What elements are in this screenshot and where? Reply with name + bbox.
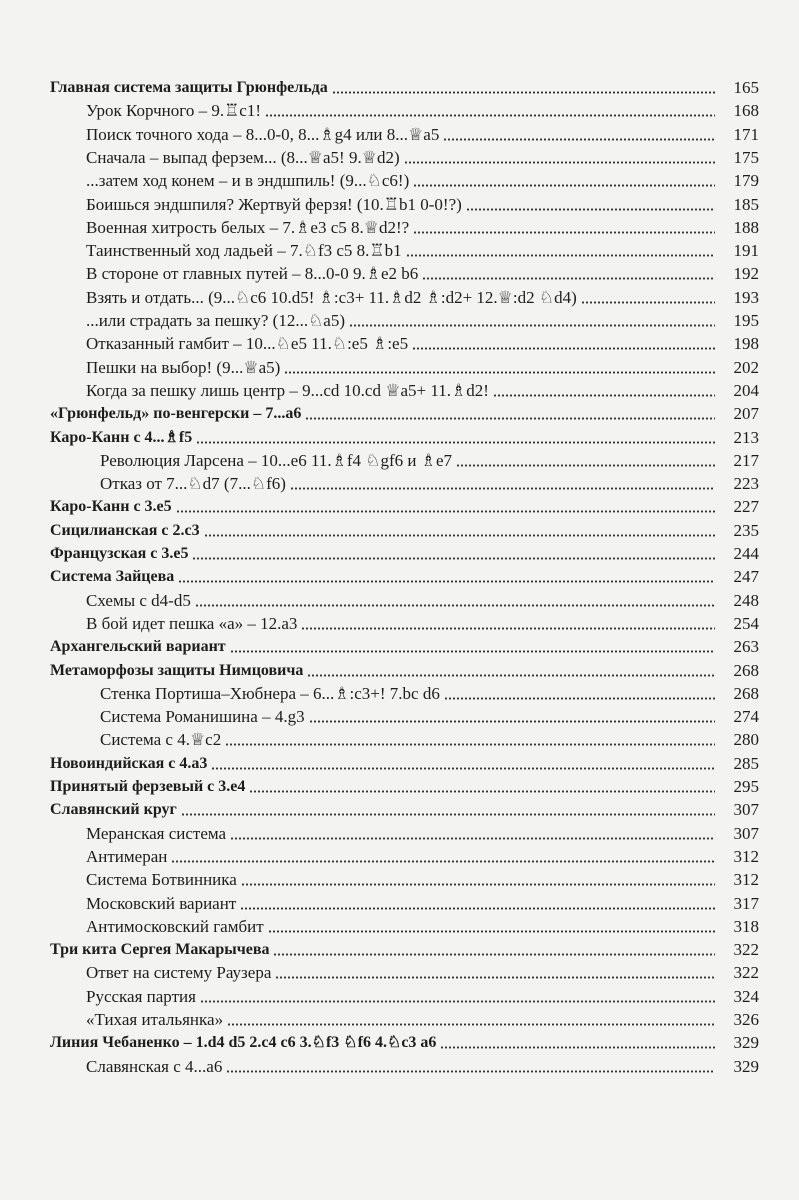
- dot-leader: [226, 1070, 715, 1073]
- dot-leader: [422, 277, 715, 280]
- toc-entry: [0, 563, 799, 587]
- toc-entry-title: Каро-Канн с 3.e5: [50, 498, 172, 516]
- toc-entry: [0, 820, 799, 844]
- toc-entry-page-number: 223: [733, 474, 759, 494]
- toc-entry: [0, 167, 799, 191]
- toc-entry-page-number: 324: [733, 986, 759, 1006]
- toc-entry: [0, 307, 799, 331]
- toc-entry: [0, 493, 799, 517]
- toc-entry: [0, 121, 799, 145]
- toc-entry: [0, 750, 799, 774]
- toc-entry-page-number: 307: [733, 800, 759, 820]
- toc-entry: [0, 354, 799, 378]
- toc-entry: [0, 610, 799, 634]
- dot-leader: [404, 161, 715, 164]
- dot-leader: [349, 324, 715, 327]
- toc-entry: [0, 703, 799, 727]
- dot-leader: [241, 883, 715, 886]
- toc-entry: [0, 74, 799, 98]
- dot-leader: [284, 371, 715, 374]
- toc-entry-page-number: 207: [733, 404, 759, 424]
- toc-entry: [0, 657, 799, 681]
- dot-leader: [265, 114, 715, 117]
- dot-leader: [466, 208, 715, 211]
- toc-entry-title: Таинственный ход ладьей – 7.♘f3 c5 8.♖b1: [86, 241, 402, 261]
- toc-entry-page-number: 285: [733, 753, 759, 773]
- toc-entry-page-number: 188: [733, 217, 759, 237]
- toc-entry-page-number: 247: [733, 567, 759, 587]
- toc-entry-page-number: 213: [733, 427, 759, 447]
- toc-entry-title: ...затем ход конем – и в эндшпиль! (9...♘c6!): [86, 171, 410, 191]
- dot-leader: [305, 417, 715, 420]
- toc-entry-page-number: 318: [733, 916, 759, 936]
- dot-leader: [412, 347, 715, 350]
- dot-leader: [444, 697, 715, 700]
- toc-entry-page-number: 329: [733, 1033, 759, 1053]
- dot-leader: [268, 930, 715, 933]
- toc-entry: [0, 330, 799, 354]
- toc-entry-page-number: 280: [733, 730, 759, 750]
- toc-entry-title: Отказанный гамбит – 10...♘e5 11.♘:e5 ♗:e5: [86, 334, 409, 354]
- dot-leader: [413, 231, 715, 234]
- dot-leader: [273, 953, 715, 956]
- dot-leader: [581, 301, 715, 304]
- toc-entry-title: Отказ от 7...♘d7 (7...♘f6): [100, 474, 286, 494]
- toc-entry: [0, 959, 799, 983]
- toc-entry-page-number: 175: [733, 147, 759, 167]
- dot-leader: [332, 91, 715, 94]
- toc-entry-title: Стенка Портиша–Хюбнера – 6...♗:c3+! 7.bc d6: [100, 683, 440, 703]
- toc-entry-title: Антимосковский гамбит: [86, 916, 264, 936]
- toc-entry-page-number: 227: [733, 497, 759, 517]
- toc-entry-title: Принятый ферзевый с 3.e4: [50, 778, 246, 795]
- toc-entry-page-number: 312: [733, 870, 759, 890]
- toc-entry-page-number: 326: [733, 1010, 759, 1029]
- toc-entry: [0, 377, 799, 401]
- toc-entry: [0, 447, 799, 471]
- toc-entry: [0, 633, 799, 657]
- toc-entry-title: Боишься эндшпиля? Жертвуй ферзя! (10.♖b1 0-0!?): [86, 194, 462, 214]
- toc-entry-title: Пешки на выбор! (9...♕a5): [86, 357, 281, 377]
- dot-leader: [200, 1000, 715, 1003]
- toc-entry-title: «Грюнфельд» по-венгерски – 7...a6: [50, 405, 302, 423]
- toc-entry: [0, 913, 799, 937]
- dot-leader: [211, 767, 715, 770]
- toc-entry-title: Поиск точного хода – 8...0-0, 8...♗g4 или 8...♕a5: [86, 124, 440, 144]
- toc-entry: [0, 726, 799, 750]
- toc-entry-title: Военная хитрость белых – 7.♗e3 c5 8.♕d2!?: [86, 217, 410, 237]
- dot-leader: [309, 720, 715, 723]
- dot-leader: [240, 907, 715, 910]
- toc-entry-title: Линия Чебаненко – 1.d4 d5 2.c4 c6 3.♘f3 ♘f6 4.♘c3 a6: [50, 1034, 437, 1052]
- toc-entry-page-number: 274: [733, 707, 759, 727]
- toc-entry-page-number: 204: [733, 380, 759, 400]
- toc-entry: [0, 866, 799, 890]
- toc-entry-page-number: 202: [733, 357, 759, 377]
- toc-entry: [0, 680, 799, 704]
- toc-entry-title: Антимеран: [86, 846, 168, 866]
- toc-entry: [0, 517, 799, 541]
- toc-entry-page-number: 192: [733, 264, 759, 284]
- toc-entry: [0, 214, 799, 238]
- dot-leader: [406, 254, 715, 257]
- toc-entry-title: Каро-Канн с 4...♗f5: [50, 428, 193, 446]
- dot-leader: [225, 743, 715, 746]
- dot-leader: [275, 976, 715, 979]
- toc-entry-page-number: 317: [733, 893, 759, 913]
- toc-entry-title: Когда за пешку лишь центр – 9...cd 10.cd ♕a5+ 11.♗d2!: [86, 380, 489, 400]
- toc-entry-title: Взять и отдать... (9...♘c6 10.d5! ♗:c3+ 11.♗d2 ♗:d2+ 12.♕:d2 ♘d4): [86, 287, 577, 307]
- toc-entry-title: Новоиндийская с 4.a3: [50, 754, 208, 772]
- dot-leader: [204, 534, 715, 537]
- toc-entry-title: Французская с 3.e5: [50, 545, 189, 562]
- toc-entry-page-number: 268: [733, 660, 759, 680]
- toc-entry: [0, 1006, 799, 1030]
- toc-entry-page-number: 193: [733, 287, 759, 307]
- toc-entry-title: «Тихая итальянка»: [86, 1010, 224, 1029]
- toc-entry-page-number: 198: [733, 334, 759, 354]
- dot-leader: [227, 1023, 715, 1026]
- toc-entry-page-number: 191: [733, 241, 759, 261]
- toc-entry: [0, 424, 799, 448]
- dot-leader: [171, 860, 715, 863]
- toc-entry-page-number: 263: [733, 637, 759, 657]
- toc-entry-title: Московский вариант: [86, 893, 237, 913]
- dot-leader: [443, 138, 715, 141]
- toc-entry-page-number: 307: [733, 823, 759, 843]
- dot-leader: [176, 510, 715, 513]
- toc-entry: [0, 97, 799, 121]
- toc-entry: [0, 191, 799, 215]
- dot-leader: [192, 557, 715, 560]
- dot-leader: [290, 487, 715, 490]
- toc-entry-page-number: 217: [733, 450, 759, 470]
- toc-entry-title: Ответ на систему Раузера: [86, 963, 272, 983]
- dot-leader: [413, 184, 715, 187]
- toc-entry: [0, 470, 799, 494]
- toc-entry-page-number: 185: [733, 194, 759, 214]
- toc-entry-title: Сицилианская с 2.c3: [50, 521, 200, 539]
- toc-entry: [0, 796, 799, 820]
- toc-entry-title: Меранская система: [86, 823, 227, 843]
- toc-entry: [0, 284, 799, 308]
- toc-entry-page-number: 165: [733, 78, 759, 97]
- dot-leader: [301, 627, 715, 630]
- dot-leader: [249, 790, 715, 793]
- toc-entry: [0, 1029, 799, 1053]
- toc-entry-page-number: 295: [733, 777, 759, 796]
- toc-entry-title: Революция Ларсена – 10...e6 11.♗f4 ♘gf6 и ♗e7: [100, 450, 453, 470]
- toc-entry: [0, 936, 799, 960]
- dot-leader: [307, 674, 715, 677]
- toc-entry: [0, 144, 799, 168]
- toc-entry: [0, 540, 799, 564]
- toc-entry-title: Метаморфозы защиты Нимцовича: [50, 661, 304, 679]
- toc-entry-page-number: 244: [733, 544, 759, 563]
- dot-leader: [195, 604, 715, 607]
- toc-entry-page-number: 312: [733, 846, 759, 866]
- dot-leader: [230, 837, 715, 840]
- toc-entry-title: ...или страдать за пешку? (12...♘a5): [86, 311, 346, 330]
- toc-entry-page-number: 322: [733, 963, 759, 983]
- toc-entry-title: В стороне от главных путей – 8...0-0 9.♗e2 b6: [86, 264, 419, 284]
- dot-leader: [456, 464, 715, 467]
- toc-entry: [0, 237, 799, 261]
- toc-entry: [0, 890, 799, 914]
- toc-entry-title: Сначала – выпад ферзем... (8...♕a5! 9.♕d2): [86, 147, 400, 167]
- toc-entry-title: Архангельский вариант: [50, 638, 226, 656]
- toc-entry: [0, 400, 799, 424]
- toc-entry-page-number: 254: [733, 613, 759, 633]
- toc-entry-title: Славянский круг: [50, 801, 177, 819]
- toc-entry-page-number: 235: [733, 520, 759, 540]
- dot-leader: [178, 580, 715, 583]
- dot-leader: [230, 650, 715, 653]
- toc-entry-page-number: 248: [733, 590, 759, 610]
- toc-entry-page-number: 179: [733, 171, 759, 191]
- toc-entry-title: Русская партия: [86, 986, 196, 1006]
- toc-entry: [0, 773, 799, 797]
- dot-leader: [196, 441, 715, 444]
- toc-entry: [0, 260, 799, 284]
- toc-entry-title: Три кита Сергея Макарычева: [50, 941, 270, 959]
- toc-entry-page-number: 322: [733, 940, 759, 960]
- toc-entry-page-number: 268: [733, 683, 759, 703]
- toc-entry-page-number: 171: [733, 124, 759, 144]
- toc-entry-title: Схемы с d4-d5: [86, 590, 191, 610]
- toc-entry-page-number: 195: [733, 311, 759, 330]
- toc-entry: [0, 843, 799, 867]
- toc-entry-page-number: 329: [733, 1056, 759, 1076]
- toc-entry-title: Главная система защиты Грюнфельда: [50, 79, 328, 96]
- toc-entry: [0, 983, 799, 1007]
- toc-entry-title: Славянская с 4...a6: [86, 1056, 223, 1076]
- toc-entry: [0, 1053, 799, 1077]
- toc-entry-title: Система Ботвинника: [86, 870, 237, 890]
- toc-entry-title: Урок Корчного – 9.♖c1!: [86, 101, 262, 121]
- toc-entry-title: Система Зайцева: [50, 568, 175, 586]
- dot-leader: [440, 1046, 715, 1049]
- toc-entry-title: Система Романишина – 4.g3: [100, 707, 305, 727]
- toc-entry: [0, 587, 799, 611]
- dot-leader: [493, 394, 715, 397]
- toc-entry-title: Система с 4.♕c2: [100, 730, 222, 750]
- toc-entry-page-number: 168: [733, 101, 759, 121]
- dot-leader: [181, 813, 715, 816]
- toc-entry-title: В бой идет пешка «а» – 12.a3: [86, 613, 298, 633]
